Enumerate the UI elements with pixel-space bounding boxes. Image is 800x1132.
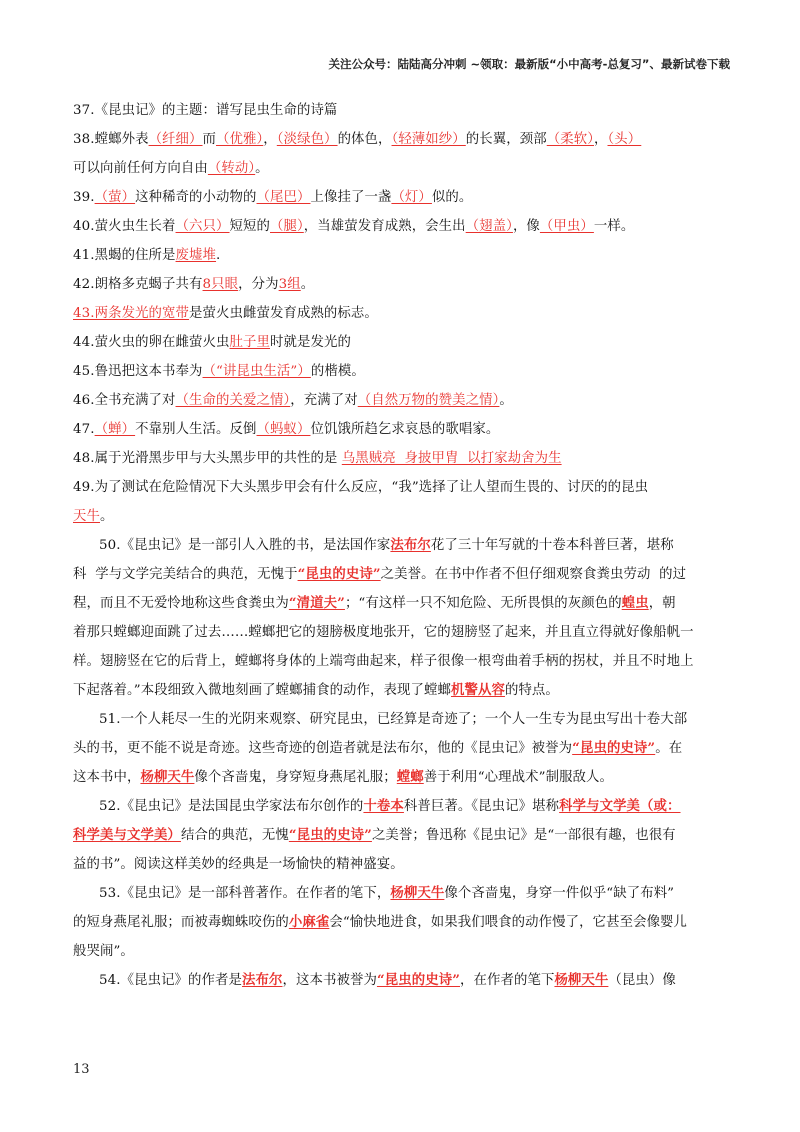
item-47: 47.（蝉）不靠别人生活。反倒（蚂蚁）位饥饿所趋乞求哀恳的歌唱家。 xyxy=(73,422,500,437)
item-39: 39.（萤）这种稀奇的小动物的（尾巴）上像挂了一盏（灯）似的。 xyxy=(73,190,473,205)
item-53-line2: 的短身燕尾礼服；而被毒蜘蛛咬伤的小麻雀会“愉快地进食，如果我们喂食的动作慢了，它甚至会像婴儿 xyxy=(73,914,688,930)
item-53-line3: 般哭闹”。 xyxy=(73,944,134,959)
item-51: 51.一个人耗尽一生的光阴来观察、研究昆虫，已经算是奇迹了；一个人一生专为昆虫写出十卷大部 xyxy=(99,712,688,727)
item-40: 40.萤火虫生长着（六只）短短的（腿），当雄萤发育成熟，会生出（翅盖），像（甲虫）一样。 xyxy=(73,219,635,234)
item-38-cont: 可以向前任何方向自由（转动）。 xyxy=(73,161,269,176)
document-body xyxy=(73,96,729,995)
item-52-line2: 科学美与文学美）结合的典范，无愧“昆虫的史诗”之美誉；鲁迅称《昆虫记》是“一部很有趣，也很有 xyxy=(73,827,676,843)
item-49: 49.为了测试在危险情况下大头黑步甲会有什么反应，“我”选择了让人望而生畏的、讨厌的的昆虫 xyxy=(73,480,649,495)
page-number: 13 xyxy=(73,1062,90,1077)
item-54: 54.《昆虫记》的作者是法布尔，这本书被誉为“昆虫的史诗”，在作者的笔下杨柳天牛（昆虫）像 xyxy=(99,972,676,988)
item-50-line3: 程，而且不无爱怜地称这些食粪虫为“清道夫”；“有这样一只不知危险、无所畏惧的灰颜色的蝗虫，朝 xyxy=(73,595,676,611)
item-37: 37.《昆虫记》的主题：谱写昆虫生命的诗篇 xyxy=(73,103,338,118)
item-50-line6: 下起落着。”本段细致入微地刻画了螳螂捕食的动作，表现了螳螂机警从容的特点。 xyxy=(73,682,559,698)
item-52: 52.《昆虫记》是法国昆虫学家法布尔创作的十卷本科普巨著。《昆虫记》堪称科学与文学美（或： xyxy=(99,798,681,814)
item-42: 42.朗格多克蝎子共有8只眼，分为3组。 xyxy=(73,277,315,292)
item-49-cont: 天牛。 xyxy=(73,509,114,524)
page-header: 关注公众号：陆陆高分冲刺 ~领取：最新版“小中高考-总复习”、最新试卷下载 xyxy=(328,57,730,71)
item-50-line4: 着那只螳螂迎面跳了过去……螳螂把它的翅膀极度地张开，它的翅膀竖了起来，并且直立得就好像船帆一 xyxy=(73,625,694,640)
item-38: 38.螳螂外表（纤细）而（优雅），（淡绿色）的体色，（轻薄如纱）的长翼，颈部（柔软），（头） xyxy=(73,132,642,147)
item-48: 48.属于光滑黑步甲与大头黑步甲的共性的是 乌黑贼亮 身披甲胄 以打家劫舍为生 xyxy=(73,451,562,466)
item-51-line3: 这本书中，杨柳天牛像个吝啬鬼，身穿短身燕尾礼服；螳螂善于利用“心理战术”制服敌人。 xyxy=(73,769,614,785)
item-50: 50.《昆虫记》是一部引人入胜的书，是法国作家法布尔花了三十年写就的十卷本科普巨著，堪称 xyxy=(99,537,674,553)
item-45: 45.鲁迅把这本书奉为（“讲昆虫生活”）的楷模。 xyxy=(73,364,365,379)
item-51-line2: 头的书，更不能不说是奇迹。这些奇迹的创造者就是法布尔，他的《昆虫记》被誉为“昆虫的史诗”。在 xyxy=(73,740,683,756)
item-50-line5: 样。翅膀竖在它的后背上，螳螂将身体的上端弯曲起来，样子很像一根弯曲着手柄的拐杖，并且不时地上 xyxy=(73,654,694,669)
item-41: 41.黑蝎的住所是废墟堆. xyxy=(73,248,221,263)
item-52-line3: 益的书”。阅读这样美妙的经典是一场愉快的精神盛宴。 xyxy=(73,857,404,872)
item-43: 43.两条发光的宽带是萤火虫雌萤发育成熟的标志。 xyxy=(73,306,378,321)
item-44: 44.萤火虫的卵在雌萤火虫肚子里时就是发光的 xyxy=(73,335,351,350)
item-53: 53.《昆虫记》是一部科普著作。在作者的笔下，杨柳天牛像个吝啬鬼，身穿一件似乎“缺了布料” xyxy=(99,885,675,901)
item-50-line2: 科 学与文学完美结合的典范，无愧于“昆虫的史诗”之美誉。在书中作者不但仔细观察食粪虫劳动 的过 xyxy=(73,566,687,582)
item-46: 46.全书充满了对（生命的关爱之情），充满了对（自然万物的赞美之情）。 xyxy=(73,393,513,408)
